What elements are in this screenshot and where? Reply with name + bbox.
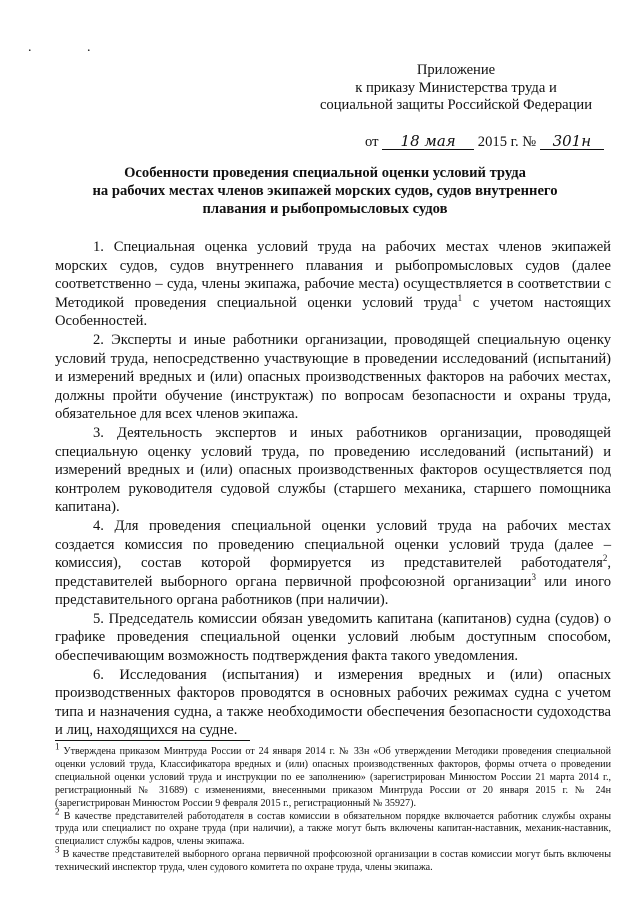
footnote-1-marker: 1 — [55, 741, 60, 752]
order-number-handwritten: 301н — [540, 134, 604, 150]
footnote-3-marker: 3 — [55, 844, 60, 855]
document-body — [55, 238, 611, 740]
footnote-ref-2: 2 — [602, 553, 608, 564]
footnote-ref-1: 1 — [457, 292, 463, 303]
document-title — [70, 165, 580, 218]
appendix-ministry: социальной защиты Российской Федерации — [319, 97, 593, 113]
footnote-3-text: В качестве представителей выборного органа первичной профсоюзной организации в состав комиссии могут быть включены технический инспектор труда, член судового комитета по охране труда, члены экипажа. — [55, 849, 611, 874]
paragraph-4-text: 4. Для проведения специальной оценки условий труда на рабочих местах создается комиссия по проведению специальной оценки условий труда (далее – комиссия), состав которой формируется из представителей работодателя — [55, 517, 611, 572]
paragraph-1-tail: с учетом настоящих Особенностей. — [55, 294, 611, 330]
footnote-2 — [55, 806, 611, 850]
paragraph-2: 2. Эксперты и иные работники организации, проводящей специальную оценку условий труда, непосредственно участвующие в проведении исследований (испытаний) и измерений вредных и (или) опасных производственных факторов на рабочих местах, должны пройти обучение (инструктаж) по вопросам безопасности и охраны труда, обязательное для всех членов экипажа. — [55, 331, 611, 423]
footnote-2-marker: 2 — [55, 806, 60, 817]
scan-marks: . . — [28, 40, 117, 55]
footnote-separator — [55, 740, 250, 741]
paragraph-4-middle: , представителей выборного органа первичной профсоюзной организации — [55, 555, 611, 590]
title-line-1: Особенности проведения специальной оценки условий труда — [124, 165, 526, 181]
paragraph-4-tail: или иного представительного органа работников (при наличии). — [55, 573, 611, 609]
appendix-header — [306, 62, 606, 115]
paragraph-6: 6. Исследования (испытания) и измерения вредных и (или) опасных производственных факторов проводятся в основных рабочих режимах судна с учетом типа и назначения судна, а также необходимости обеспечения безопасности судоходства и лиц, находящихся на судне. — [55, 666, 611, 739]
footnote-ref-3: 3 — [531, 571, 536, 582]
paragraph-4 — [55, 517, 611, 610]
footnote-2-text: В качестве представителей работодателя в состав комиссии в обязательном порядке включается работник службы охраны труда или специалист по охране труда (при наличии), а также могут быть включены капитан-наставник, механик-наставник, специалист службы кадров, члены экипажа. — [55, 810, 611, 848]
footnote-3 — [55, 844, 611, 875]
paragraph-5: 5. Председатель комиссии обязан уведомить капитана (капитанов) судна (судов) о графике проведения специальной оценки условий любым доступным способом, обеспечивающим возможность подтверждения факта такого уведомления. — [55, 610, 611, 665]
title-line-3: плавания и рыбопромысловых судов — [202, 200, 448, 217]
footnote-1-text: Утверждена приказом Минтруда России от 24 января 2014 г. № 33н «Об утверждении Методики проведения специальной оценки условий труда, Классификатора вредных и (или) опасных производственных факторов, формы отчета о проведении специальной оценки условий труда и инструкции по ее заполнению» (зарегистрирован Минюстом России 21 марта 2014 г., регистрационный № 31689) с изменениями, внесенными приказом Минтруда России от 20 января 2015 г. № 24н (зарегистрирован Минюстом России 9 февраля 2015 г., регистрационный № 35927). — [55, 746, 611, 809]
order-prefix: от — [365, 134, 379, 150]
title-line-2: на рабочих местах членов экипажей морских судов, судов внутреннего — [92, 182, 558, 199]
order-date-line — [365, 134, 604, 151]
order-date-handwritten: 18 мая — [382, 134, 474, 150]
paragraph-1 — [55, 238, 611, 331]
appendix-order-ref: к приказу Министерства труда и — [355, 79, 557, 96]
order-year: 2015 г. № — [477, 134, 537, 150]
footnotes — [55, 741, 611, 875]
paragraph-1-text: 1. Специальная оценка условий труда на рабочих местах членов экипажей морских судов, судов внутреннего плавания и рыбопромысловых судов (далее соответственно – суда, члены экипажа, рабочие места) осуществляется в соответствии с Методикой проведения специальной оценки условий труда — [55, 239, 611, 311]
paragraph-3: 3. Деятельность экспертов и иных работников организации, проводящей специальную оценку условий труда, по проведению исследований (испытаний) и измерений вредных и (или) опасных производственных факторов осуществляется под контролем руководителя судовой службы (старшего механика, старшего помощника капитана). — [55, 424, 611, 516]
appendix-label: Приложение — [416, 62, 496, 78]
footnote-1 — [55, 741, 611, 811]
